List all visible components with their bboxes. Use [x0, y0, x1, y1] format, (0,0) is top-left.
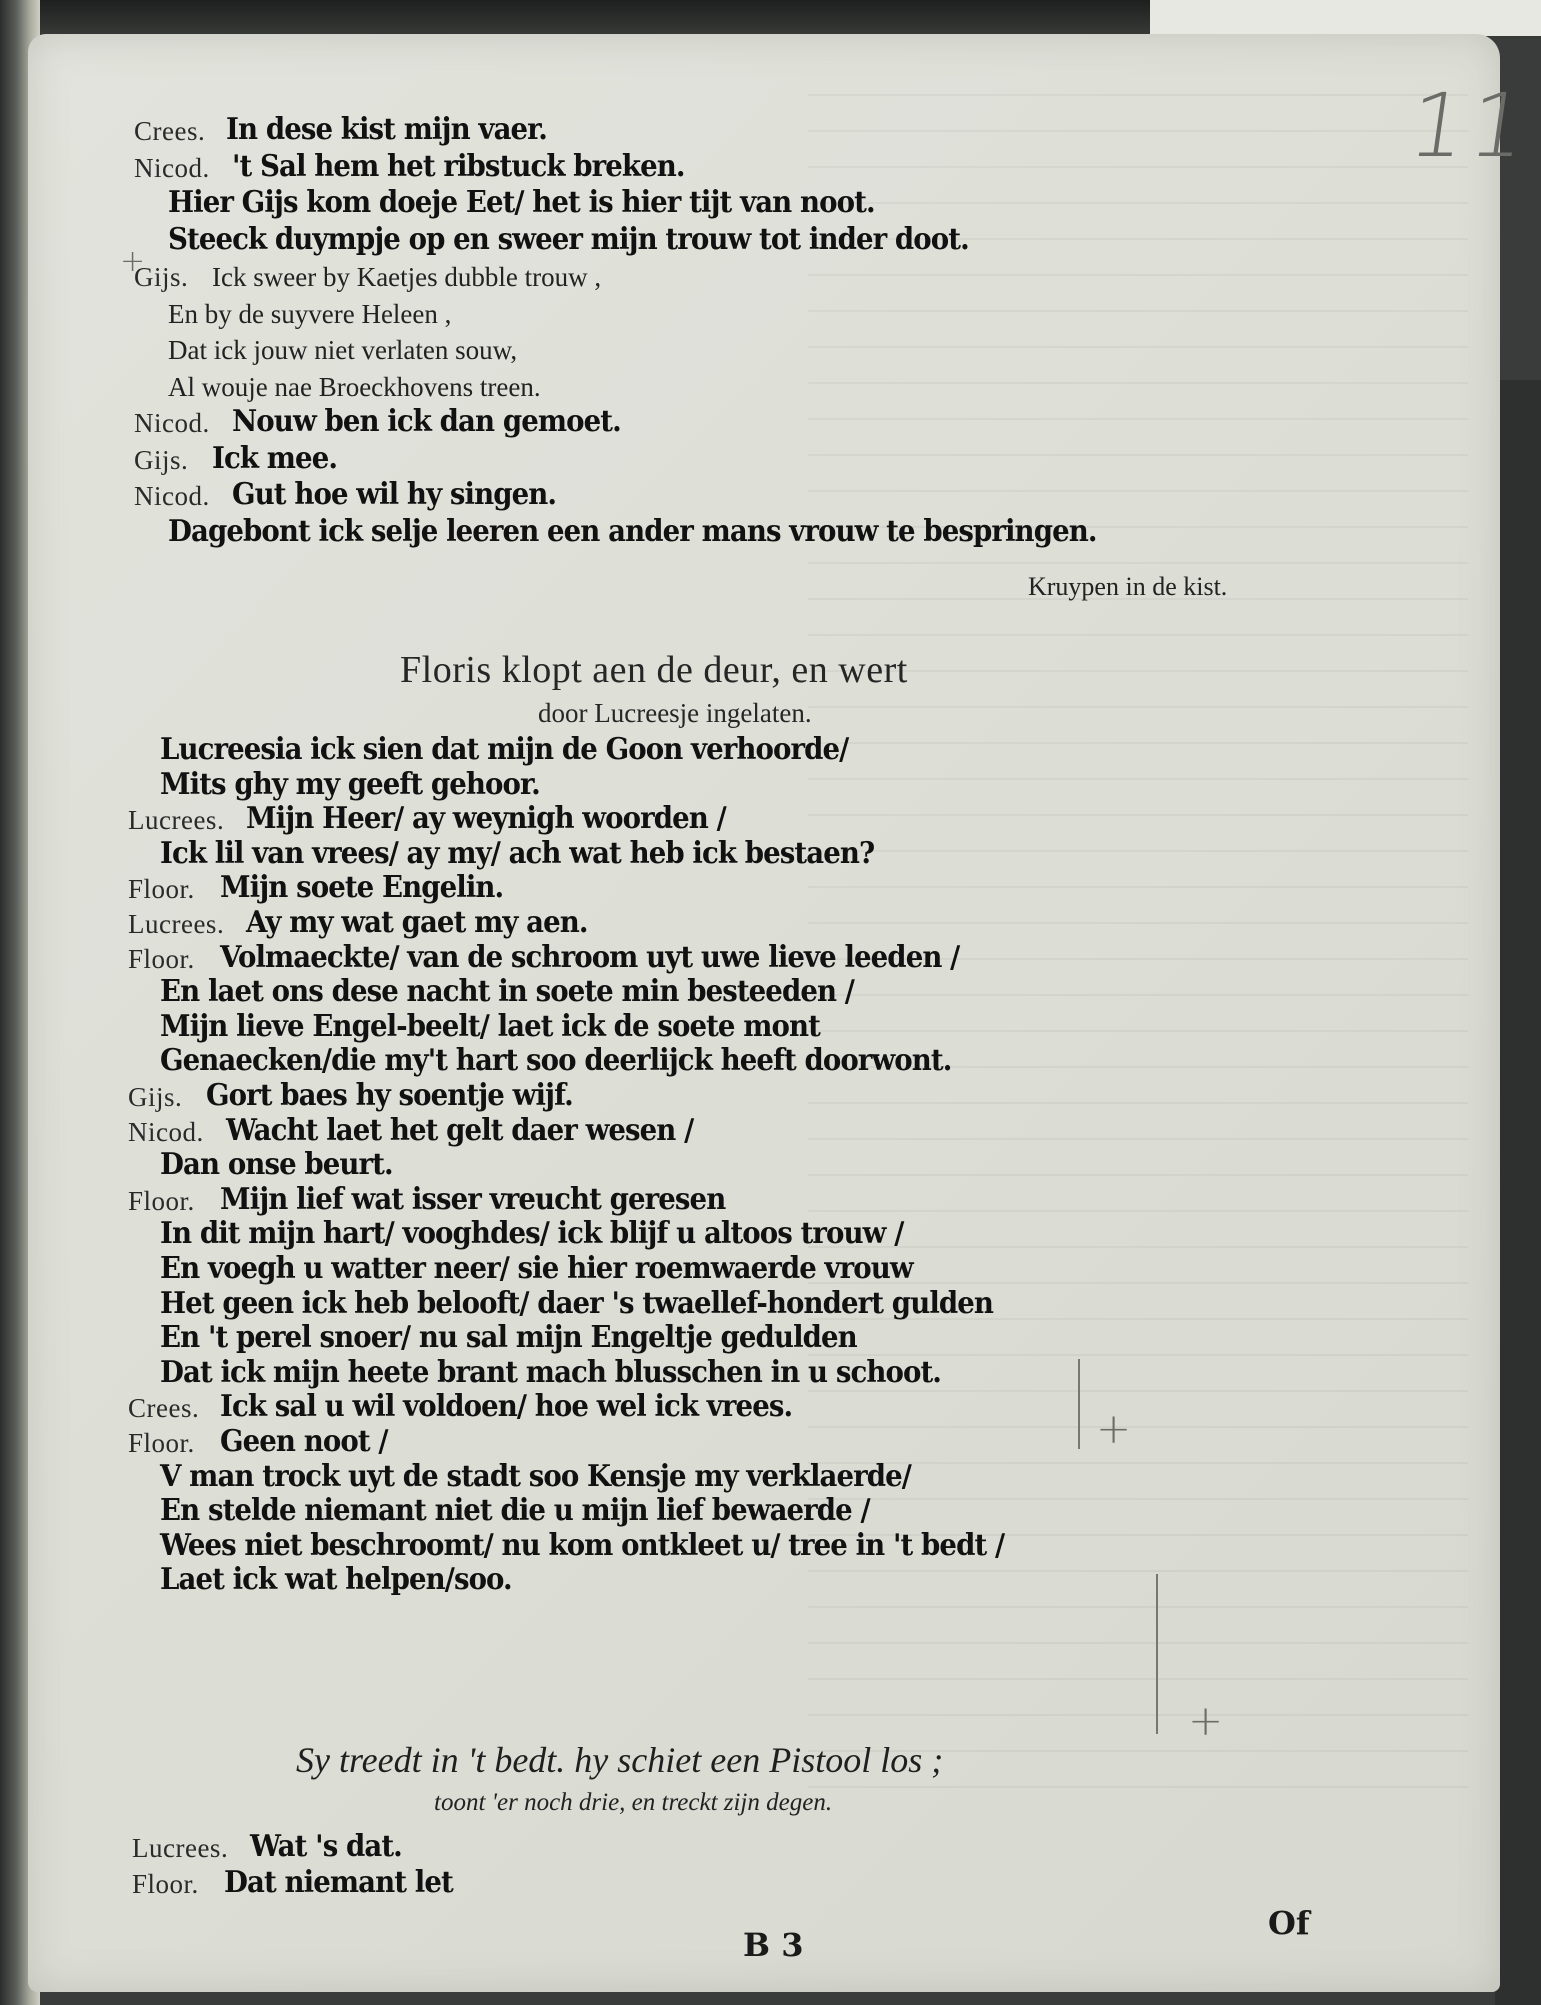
verse-text: In dit mijn hart/ vooghdes/ ick blijf u altoos trouw /	[160, 1216, 904, 1252]
verse-text: Nouw ben ick dan gemoet.	[232, 404, 621, 439]
verse-text: Mijn lief wat isser vreucht geresen	[220, 1181, 726, 1217]
background-right	[1495, 380, 1541, 2005]
verse-text: Ick sweer by Kaetjes dubble trouw ,	[212, 262, 602, 292]
verse-text: In dese kist mijn vaer.	[226, 112, 547, 147]
verse-text: Geen noot /	[220, 1424, 388, 1459]
speaker-label: Gijs.	[134, 262, 189, 292]
speaker-label: Nicod.	[134, 408, 210, 438]
pencil-bar-2	[1156, 1574, 1158, 1734]
verse-text: Al wouje nae Broeckhovens treen.	[168, 371, 541, 402]
verse-text: En 't perel snoer/ nu sal mijn Engeltje gedulden	[160, 1320, 857, 1356]
speaker-label: Floor.	[128, 1428, 195, 1458]
verse-text: En stelde niemant niet die u mijn lief bewaerde /	[160, 1493, 870, 1529]
verse-text: Wat 's dat.	[250, 1829, 402, 1864]
speaker-label: Floor.	[132, 1869, 199, 1899]
verse-text: V man trock uyt de stadt soo Kensje my verklaerde/	[160, 1458, 911, 1494]
verse-text: Mijn soete Engelin.	[220, 870, 504, 906]
verse-text: Mits ghy my geeft gehoor.	[160, 766, 540, 802]
pencil-cross-1: +	[120, 244, 146, 279]
verse-text: Mijn lieve Engel-beelt/ laet ick de soete mont	[160, 1008, 820, 1044]
verse-text: Gut hoe wil hy singen.	[232, 477, 557, 512]
pencil-page-number: 11	[1402, 74, 1538, 177]
verse-text: Wees niet beschroomt/ nu kom ontkleet u/ tree in 't bedt /	[160, 1527, 1005, 1563]
pencil-cross-3: +	[1188, 1696, 1224, 1745]
verse-text: Dat ick mijn heete brant mach blusschen in u schoot.	[160, 1354, 941, 1390]
speaker-label: Nicod.	[128, 1116, 204, 1147]
catchword: Of	[1268, 1904, 1310, 1942]
verse-text: En voegh u watter neer/ sie hier roemwaerde vrouw	[160, 1251, 913, 1286]
verse-text: Steeck duympje op en sweer mijn trouw tot inder doot.	[168, 221, 969, 257]
verse-text: Dagebont ick selje leeren een ander mans vrouw te bespringen.	[168, 513, 1097, 549]
book-page	[28, 34, 1538, 1992]
speaker-label: Crees.	[134, 116, 206, 146]
speaker-label: Floor.	[128, 874, 195, 905]
verse-text: En by de suyvere Heleen ,	[168, 298, 452, 329]
speaker-label: Crees.	[128, 1393, 200, 1424]
verse-text: Lucreesia ick sien dat mijn de Goon verhoorde/	[160, 732, 849, 767]
speaker-label: Floor.	[128, 943, 195, 974]
speaker-label: Gijs.	[128, 1082, 183, 1112]
stage-heading-line2: door Lucreesje ingelaten.	[538, 698, 812, 728]
stage-heading2-line1: Sy treedt in 't bedt. hy schiet een Pistool los ;	[296, 1740, 944, 1780]
background-card	[1150, 0, 1541, 36]
speaker-label: Lucrees.	[128, 909, 225, 939]
verse-text: Hier Gijs kom doeje Eet/ het is hier tijt van noot.	[168, 185, 875, 220]
verse-text: Dat ick jouw niet verlaten souw,	[168, 335, 518, 365]
speaker-label: Nicod.	[134, 481, 210, 511]
stage-direction-kist: Kruypen in de kist.	[1028, 572, 1228, 601]
verse-text: Ick sal u wil voldoen/ hoe wel ick vrees.	[220, 1389, 793, 1425]
verse-text: Gort baes hy soentje wijf.	[206, 1078, 573, 1113]
stage-heading-line1: Floris klopt aen de deur, en wert	[400, 649, 908, 691]
verse-text: Het geen ick heb belooft/ daer 's twaellef-hondert gulden	[160, 1285, 994, 1321]
verse-text: En laet ons dese nacht in soete min besteeden /	[160, 974, 854, 1010]
speaker-label: Gijs.	[134, 444, 189, 475]
verse-text: Ick mee.	[212, 440, 338, 476]
verse-text: Mijn Heer/ ay weynigh woorden /	[246, 801, 726, 837]
speaker-label: Lucrees.	[132, 1833, 229, 1863]
speaker-label: Floor.	[128, 1185, 195, 1216]
verse-text: Ick lil van vrees/ ay my/ ach wat heb ick bestaen?	[160, 835, 875, 871]
signature-mark: B 3	[743, 1926, 804, 1964]
verse-text: Dat niemant let	[224, 1865, 453, 1900]
verse-text: Volmaeckte/ van de schroom uyt uwe lieve leeden /	[220, 939, 960, 975]
verse-text: Laet ick wat helpen/soo.	[160, 1562, 512, 1598]
pencil-cross-2: +	[1096, 1404, 1132, 1453]
verse-text: 't Sal hem het ribstuck breken.	[232, 148, 685, 184]
speaker-label: Nicod.	[134, 152, 210, 183]
verse-text: Wacht laet het gelt daer wesen /	[226, 1112, 694, 1148]
speaker-label: Lucrees.	[128, 805, 225, 836]
verse-text: Dan onse beurt.	[160, 1147, 393, 1183]
verse-text: Genaecken/die my't hart soo deerlijck heeft doorwont.	[160, 1043, 952, 1079]
stage-heading2-line2: toont 'er noch drie, en treckt zijn degen.	[434, 1789, 833, 1816]
pencil-bar-1	[1078, 1359, 1080, 1449]
verse-text: Ay my wat gaet my aen.	[246, 905, 588, 940]
